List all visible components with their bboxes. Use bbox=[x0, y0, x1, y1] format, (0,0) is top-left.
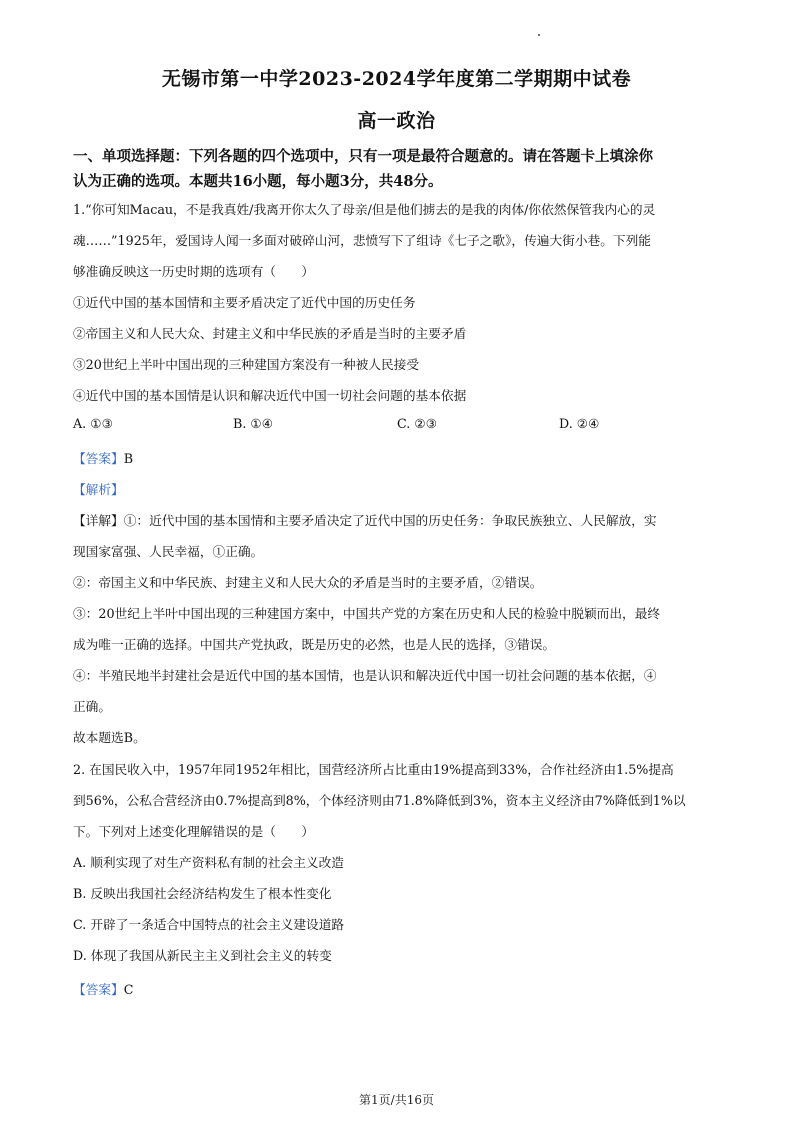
q1-stem-line: 魂……”1925年，爱国诗人闻一多面对破碎山河，悲愤写下了组诗《七子之歌》，传遍大街小巷。下列能 bbox=[73, 233, 651, 248]
q1-statement: ①近代中国的基本国情和主要矛盾决定了近代中国的历史任务 bbox=[73, 295, 416, 310]
q2-option-a: A. 顺利实现了对生产资料私有制的社会主义改造 bbox=[73, 855, 344, 870]
q1-stem-line: 1.“你可知Macau，不是我真姓/我离开你太久了母亲/但是他们掳去的是我的肉体/你依然保管我内心的灵 bbox=[73, 202, 656, 217]
section-heading-line2: 认为正确的选项。本题共16小题，每小题3分，共48分。 bbox=[73, 173, 443, 190]
q2-answer-row bbox=[73, 981, 133, 999]
q1-detail-line: ①：近代中国的基本国情和主要矛盾决定了近代中国的历史任务：争取民族独立、人民解放，实 bbox=[123, 513, 657, 528]
q1-answer-row bbox=[73, 450, 133, 468]
q1-detail-row bbox=[73, 512, 657, 530]
answer-tag: 【答案】 bbox=[73, 982, 124, 997]
q2-stem-line: 2. 在国民收入中，1957年同1952年相比，国营经济所占比重由19%提高到33%，合作社经济由1.5%提高 bbox=[73, 762, 674, 777]
q1-detail-line: 成为唯一正确的选择。中国共产党执政，既是历史的必然，也是人民的选择，③错误。 bbox=[73, 637, 556, 652]
q1-option-c: C. ②③ bbox=[397, 416, 438, 431]
q1-detail-line: 正确。 bbox=[73, 699, 112, 714]
page-number: 第1页/共16页 bbox=[359, 1093, 434, 1107]
q1-analysis-row bbox=[73, 481, 124, 499]
section-heading-line1: 一、单项选择题：下列各题的四个选项中，只有一项是最符合题意的。请在答题卡上填涂你 bbox=[73, 148, 653, 165]
q1-detail-line: ③：20世纪上半叶中国出现的三种建国方案中，中国共产党的方案在历史和人民的检验中脱颖而出，最终 bbox=[73, 606, 661, 621]
q1-detail-line: ②：帝国主义和中华民族、封建主义和人民大众的矛盾是当时的主要矛盾，②错误。 bbox=[73, 575, 543, 590]
answer-tag: 【答案】 bbox=[73, 451, 124, 466]
detail-tag: 【详解】 bbox=[73, 513, 124, 528]
q1-option-a: A. ①③ bbox=[73, 416, 113, 431]
q1-options bbox=[73, 416, 723, 434]
q1-stem-line: 够准确反映这一历史时期的选项有（ ） bbox=[73, 264, 315, 279]
q2-option-b: B. 反映出我国社会经济结构发生了根本性变化 bbox=[73, 886, 332, 901]
q2-option-d: D. 体现了我国从新民主主义到社会主义的转变 bbox=[73, 948, 332, 963]
q1-statement: ④近代中国的基本国情是认识和解决近代中国一切社会问题的基本依据 bbox=[73, 388, 467, 403]
scan-dot bbox=[538, 34, 540, 36]
subject-title: 高一政治 bbox=[357, 110, 436, 132]
q2-option-c: C. 开辟了一条适合中国特点的社会主义建设道路 bbox=[73, 917, 345, 932]
q1-option-b: B. ①④ bbox=[233, 416, 274, 431]
q2-stem-line: 下。下列对上述变化理解错误的是（ ） bbox=[73, 824, 315, 839]
q1-detail-line: 故本题选B。 bbox=[73, 730, 146, 745]
q1-detail-line: ④：半殖民地半封建社会是近代中国的基本国情，也是认识和解决近代中国一切社会问题的基本依据，④ bbox=[73, 668, 657, 683]
q2-stem-line: 到56%，公私合营经济由0.7%提高到8%，个体经济则由71.8%降低到3%，资本主义经济由7%降低到1%以 bbox=[73, 793, 686, 808]
q1-option-d: D. ②④ bbox=[559, 416, 600, 431]
q1-statement: ③20世纪上半叶中国出现的三种建国方案没有一种被人民接受 bbox=[73, 357, 420, 372]
q1-detail-line: 现国家富强、人民幸福，①正确。 bbox=[73, 544, 264, 559]
q2-answer: C bbox=[123, 982, 134, 997]
q1-answer: B bbox=[123, 451, 134, 466]
q1-statement: ②帝国主义和人民大众、封建主义和中华民族的矛盾是当时的主要矛盾 bbox=[73, 326, 467, 341]
analysis-tag: 【解析】 bbox=[73, 482, 124, 497]
exam-title: 无锡市第一中学2023-2024学年度第二学期期中试卷 bbox=[161, 68, 632, 90]
